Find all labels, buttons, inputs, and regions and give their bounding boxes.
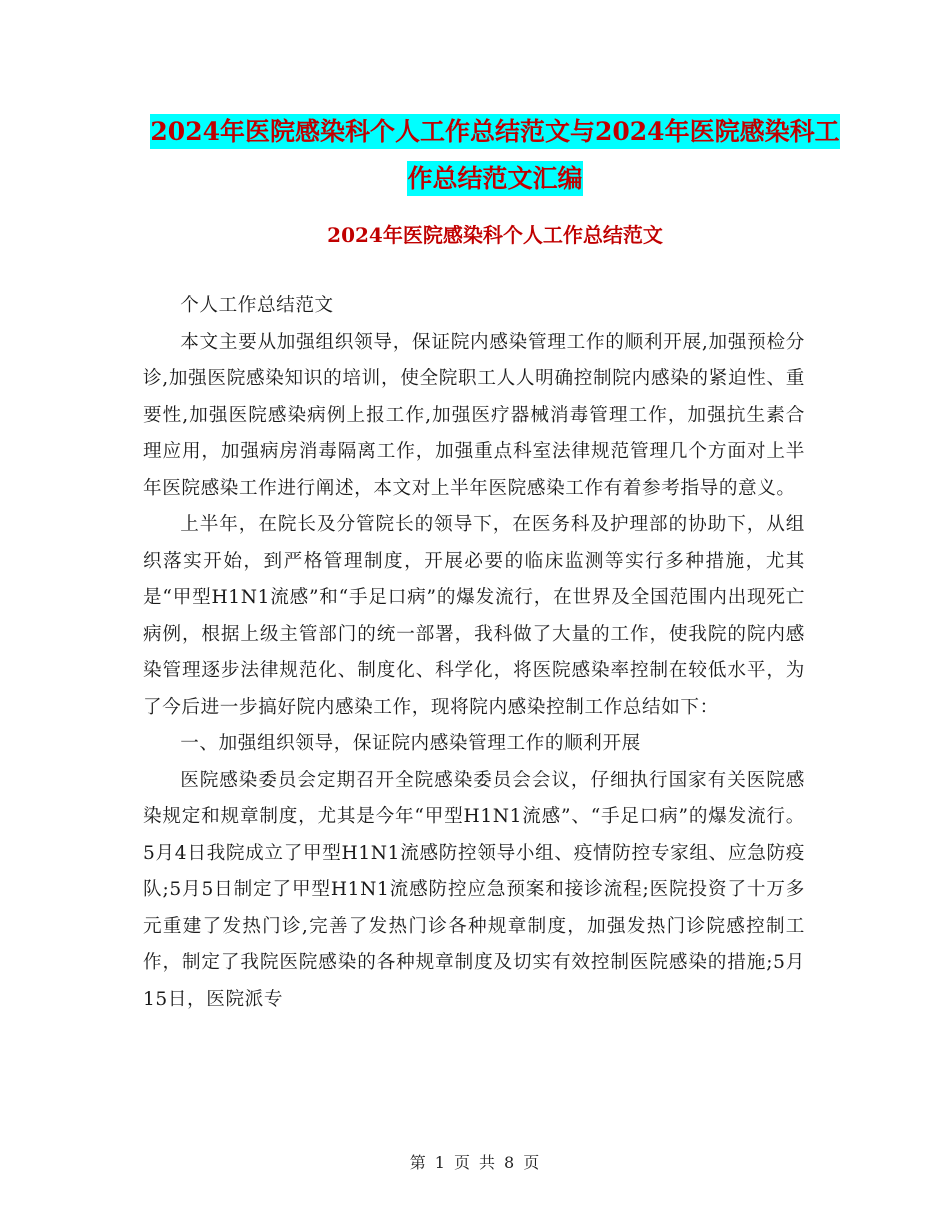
document-title: [140, 108, 850, 202]
footer-ye: 页: [453, 1153, 471, 1172]
paragraph-heading: 一、加强组织领导，保证院内感染管理工作的顺利开展: [180, 733, 641, 754]
paragraph: 上半年，在院长及分管院长的领导下，在医务科及护理部的协助下，从组织落实开始，到严格管理制度，开展必要的临床监测等实行多种措施，尤其是“甲型H1N1流感”和“手足口病”的爆发流行，在世界及全国范围内出现死亡病例，根据上级主管部门的统一部署，我科做了大量的工作，使我院的院内感染管理逐步法律规范化、制度化、科学化，将医院感染率控制在较低水平，为了今后进一步搞好院内感染工作，现将院内感染控制工作总结如下：: [143, 514, 805, 718]
footer-page-number: 1: [434, 1153, 446, 1172]
footer-di: 第: [409, 1153, 427, 1172]
page-footer: [0, 1150, 950, 1173]
footer-gong: 共: [479, 1153, 497, 1172]
title-highlight: 2024年医院感染科个人工作总结范文与2024年医院感染科工作总结范文汇编: [150, 114, 839, 196]
body-text: [143, 288, 805, 1018]
paragraph: 医院感染委员会定期召开全院感染委员会会议，仔细执行国家有关医院感染规定和规章制度，尤其是今年“甲型H1N1流感”、“手足口病”的爆发流行。5月4日我院成立了甲型H1N1流感防控领导小组、疫情防控专家组、应急防疫队;5月5日制定了甲型H1N1流感防控应急预案和接诊流程;医院投资了十万多元重建了发热门诊,完善了发热门诊各种规章制度，加强发热门诊院感控制工作，制定了我院医院感染的各种规章制度及切实有效控制医院感染的措施;5月15日，医院派专: [143, 769, 805, 1010]
footer-total-pages: 8: [504, 1153, 516, 1172]
section-title: 2024年医院感染科个人工作总结范文: [327, 223, 663, 247]
paragraph: 个人工作总结范文: [180, 295, 334, 316]
paragraph: 本文主要从加强组织领导，保证院内感染管理工作的顺利开展,加强预检分诊,加强医院感染知识的培训，使全院职工人人明确控制院内感染的紧迫性、重要性,加强医院感染病例上报工作,加强医疗器械消毒管理工作，加强抗生素合理应用，加强病房消毒隔离工作，加强重点科室法律规范管理几个方面对上半年医院感染工作进行阐述，本文对上半年医院感染工作有着参考指导的意义。: [143, 331, 805, 499]
footer-ye2: 页: [523, 1153, 541, 1172]
